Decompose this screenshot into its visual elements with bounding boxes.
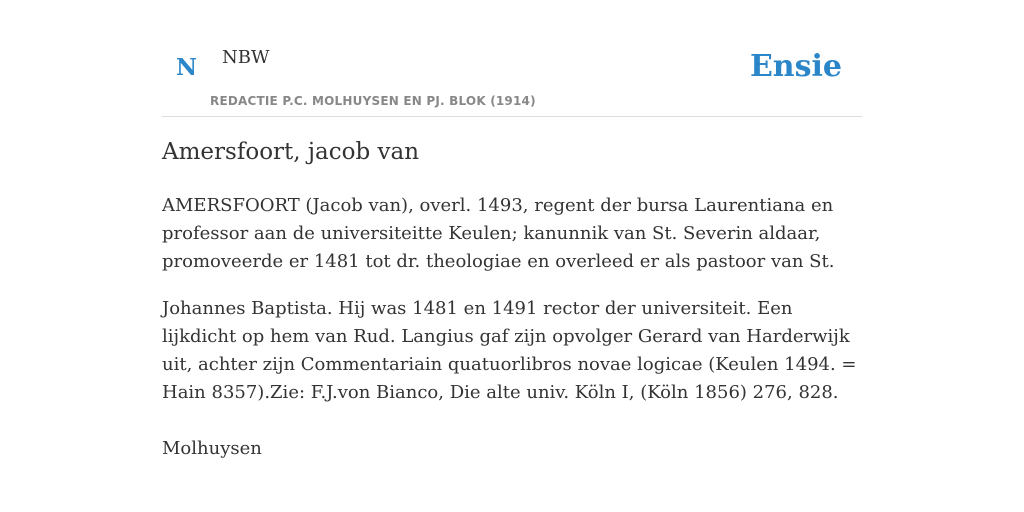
article-page <box>162 0 862 459</box>
source-logo[interactable]: N <box>176 54 198 81</box>
ensie-logo-link[interactable]: Ensie <box>749 49 842 84</box>
source-header <box>162 0 862 117</box>
article-author: Molhuysen <box>162 438 262 459</box>
article-paragraph: Johannes Baptista. Hij was 1481 en 1491 rector der universiteit. Een lijkdicht op hem van Rud. Langius gaf zijn opvolger Gerard van Harderwijk uit, achter zijn Commentariain quatuorlibros novae logicae (Keulen 1494. = Hain 8357).Zie: F.J.von Bianco, Die alte univ. Köln I, (Köln 1856) 276, 828. <box>162 298 857 403</box>
source-name-link[interactable]: NBW <box>222 47 270 68</box>
article-paragraph: AMERSFOORT (Jacob van), overl. 1493, regent der bursa Laurentiana en professor aan de universiteitte Keulen; kanunnik van St. Severin aldaar, promoveerde er 1481 tot dr. theologiae en overleed er als pastoor van St. <box>162 195 835 272</box>
article-title: Amersfoort, jacob van <box>162 139 420 165</box>
source-subtitle: REDACTIE P.C. MOLHUYSEN EN PJ. BLOK (1914) <box>210 94 536 108</box>
